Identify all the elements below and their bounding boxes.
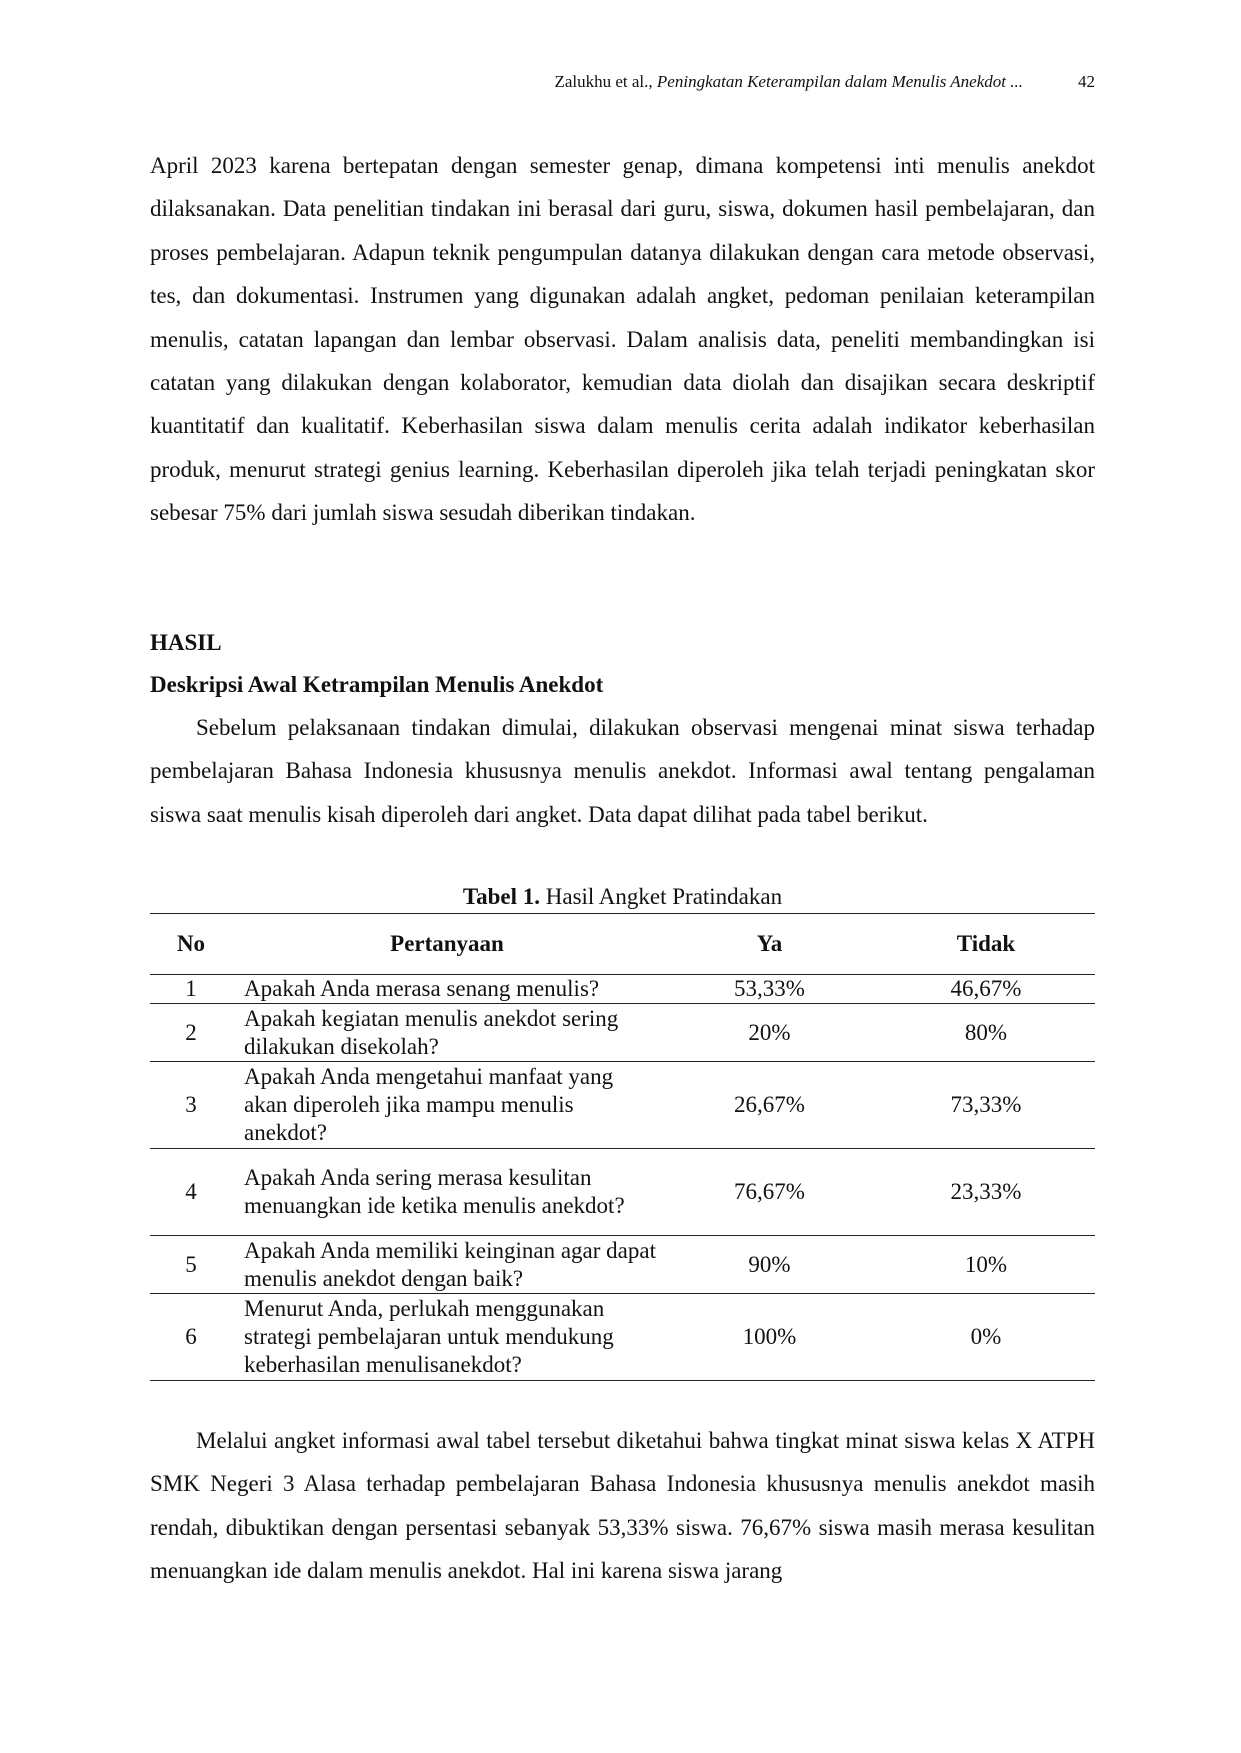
table-row: [150, 1062, 1095, 1149]
table-row: [150, 1294, 1095, 1381]
section-heading: HASIL: [150, 630, 222, 655]
paragraph-method: [150, 144, 1095, 535]
row-question: Apakah Anda memiliki keinginan agar dapat menulis anekdot dengan baik?: [244, 1237, 656, 1291]
page-number: 42: [1078, 72, 1095, 91]
row-question: Apakah Anda mengetahui manfaat yang akan diperoleh jika mampu menulis anekdot?: [244, 1064, 614, 1145]
row-question: Apakah Anda sering merasa kesulitan menuangkan ide ketika menulis anekdot?: [244, 1165, 625, 1218]
row-number: 6: [185, 1324, 197, 1349]
row-number: 4: [185, 1179, 197, 1204]
paragraph-analysis: [150, 1419, 1095, 1593]
table-caption: [150, 882, 1095, 912]
table-row: [150, 975, 1095, 1004]
paragraph-analysis-text: Melalui angket informasi awal tabel tersebut diketahui bahwa tingkat minat siswa kelas X ATPH SMK Negeri 3 Alasa terhadap pembelajaran Bahasa Indonesia khususnya menulis anekdot masih rendah, dibuktikan dengan persentasi sebanyak 53,33% siswa. 76,67% siswa masih merasa kesulitan menuangkan ide dalam menulis anekdot. Hal ini karena siswa jarang: [150, 1428, 1095, 1584]
table-row: [150, 1236, 1095, 1294]
table-row: [150, 1149, 1095, 1236]
row-question: Apakah Anda merasa senang menulis?: [244, 976, 600, 1001]
row-no: 23,33%: [950, 1179, 1022, 1204]
running-header: [150, 72, 1095, 98]
running-title: [554, 72, 1023, 92]
row-yes: 100%: [742, 1324, 797, 1349]
table-row: [150, 1004, 1095, 1062]
row-yes: 53,33%: [734, 976, 805, 1001]
row-yes: 20%: [748, 1019, 791, 1045]
survey-table-grid: [150, 913, 1095, 1381]
header-title: Peningkatan Keterampilan dalam Menulis Anekdot ...: [656, 72, 1023, 91]
row-number: 2: [185, 1019, 197, 1045]
header-no: No: [176, 931, 206, 956]
table-caption-label: Tabel 1.: [462, 884, 540, 909]
row-question: Menurut Anda, perlukah menggunakan strategi pembelajaran untuk mendukung keberhasilan menulisanekdot?: [244, 1296, 614, 1377]
row-no: 10%: [964, 1251, 1008, 1277]
row-no: 73,33%: [950, 1092, 1022, 1117]
row-number: 1: [185, 976, 197, 1001]
paragraph-method-text: April 2023 karena bertepatan dengan semester genap, dimana kompetensi inti menulis anekdot dilaksanakan. Data penelitian tindakan ini berasal dari guru, siswa, dokumen hasil pembelajaran, dan proses pembelajaran. Adapun teknik pengumpulan datanya dilakukan dengan cara metode observasi, tes, dan dokumentasi. Instrumen yang digunakan adalah angket, pedoman penilaian keterampilan menulis, catatan lapangan dan lembar observasi. Dalam analisis data, peneliti membandingkan isi catatan yang dilakukan dengan kolaborator, kemudian data diolah dan disajikan secara deskriptif kuantitatif dan kualitatif. Keberhasilan siswa dalam menulis cerita adalah indikator keberhasilan produk, menurut strategi genius learning. Keberhasilan diperoleh jika telah terjadi peningkatan skor sebesar 75% dari jumlah siswa sesudah diberikan tindakan.: [150, 153, 1095, 526]
table-header-row: [150, 914, 1095, 975]
row-number: 5: [185, 1251, 197, 1277]
header-question: Pertanyaan: [390, 931, 504, 956]
row-no: 0%: [970, 1324, 1002, 1349]
row-yes: 76,67%: [734, 1179, 805, 1204]
row-yes: 90%: [748, 1251, 791, 1277]
header-yes: Ya: [756, 931, 783, 956]
row-yes: 26,67%: [734, 1092, 805, 1117]
header-authors: Zalukhu et al.,: [554, 72, 653, 91]
subsection-heading: Deskripsi Awal Ketrampilan Menulis Anekdot: [150, 672, 604, 697]
survey-table: [150, 913, 1095, 1381]
header-no-answer: Tidak: [956, 931, 1016, 956]
row-number: 3: [185, 1092, 197, 1117]
row-no: 46,67%: [950, 976, 1022, 1001]
paragraph-intro: [150, 706, 1095, 836]
paragraph-intro-text: Sebelum pelaksanaan tindakan dimulai, dilakukan observasi mengenai minat siswa terhadap pembelajaran Bahasa Indonesia khususnya menulis anekdot. Informasi awal tentang pengalaman siswa saat menulis kisah diperoleh dari angket. Data dapat dilihat pada tabel berikut.: [150, 715, 1095, 827]
table-caption-text: Hasil Angket Pratindakan: [540, 884, 783, 909]
row-no: 80%: [964, 1019, 1008, 1045]
row-question: Apakah kegiatan menulis anekdot sering dilakukan disekolah?: [244, 1005, 619, 1059]
